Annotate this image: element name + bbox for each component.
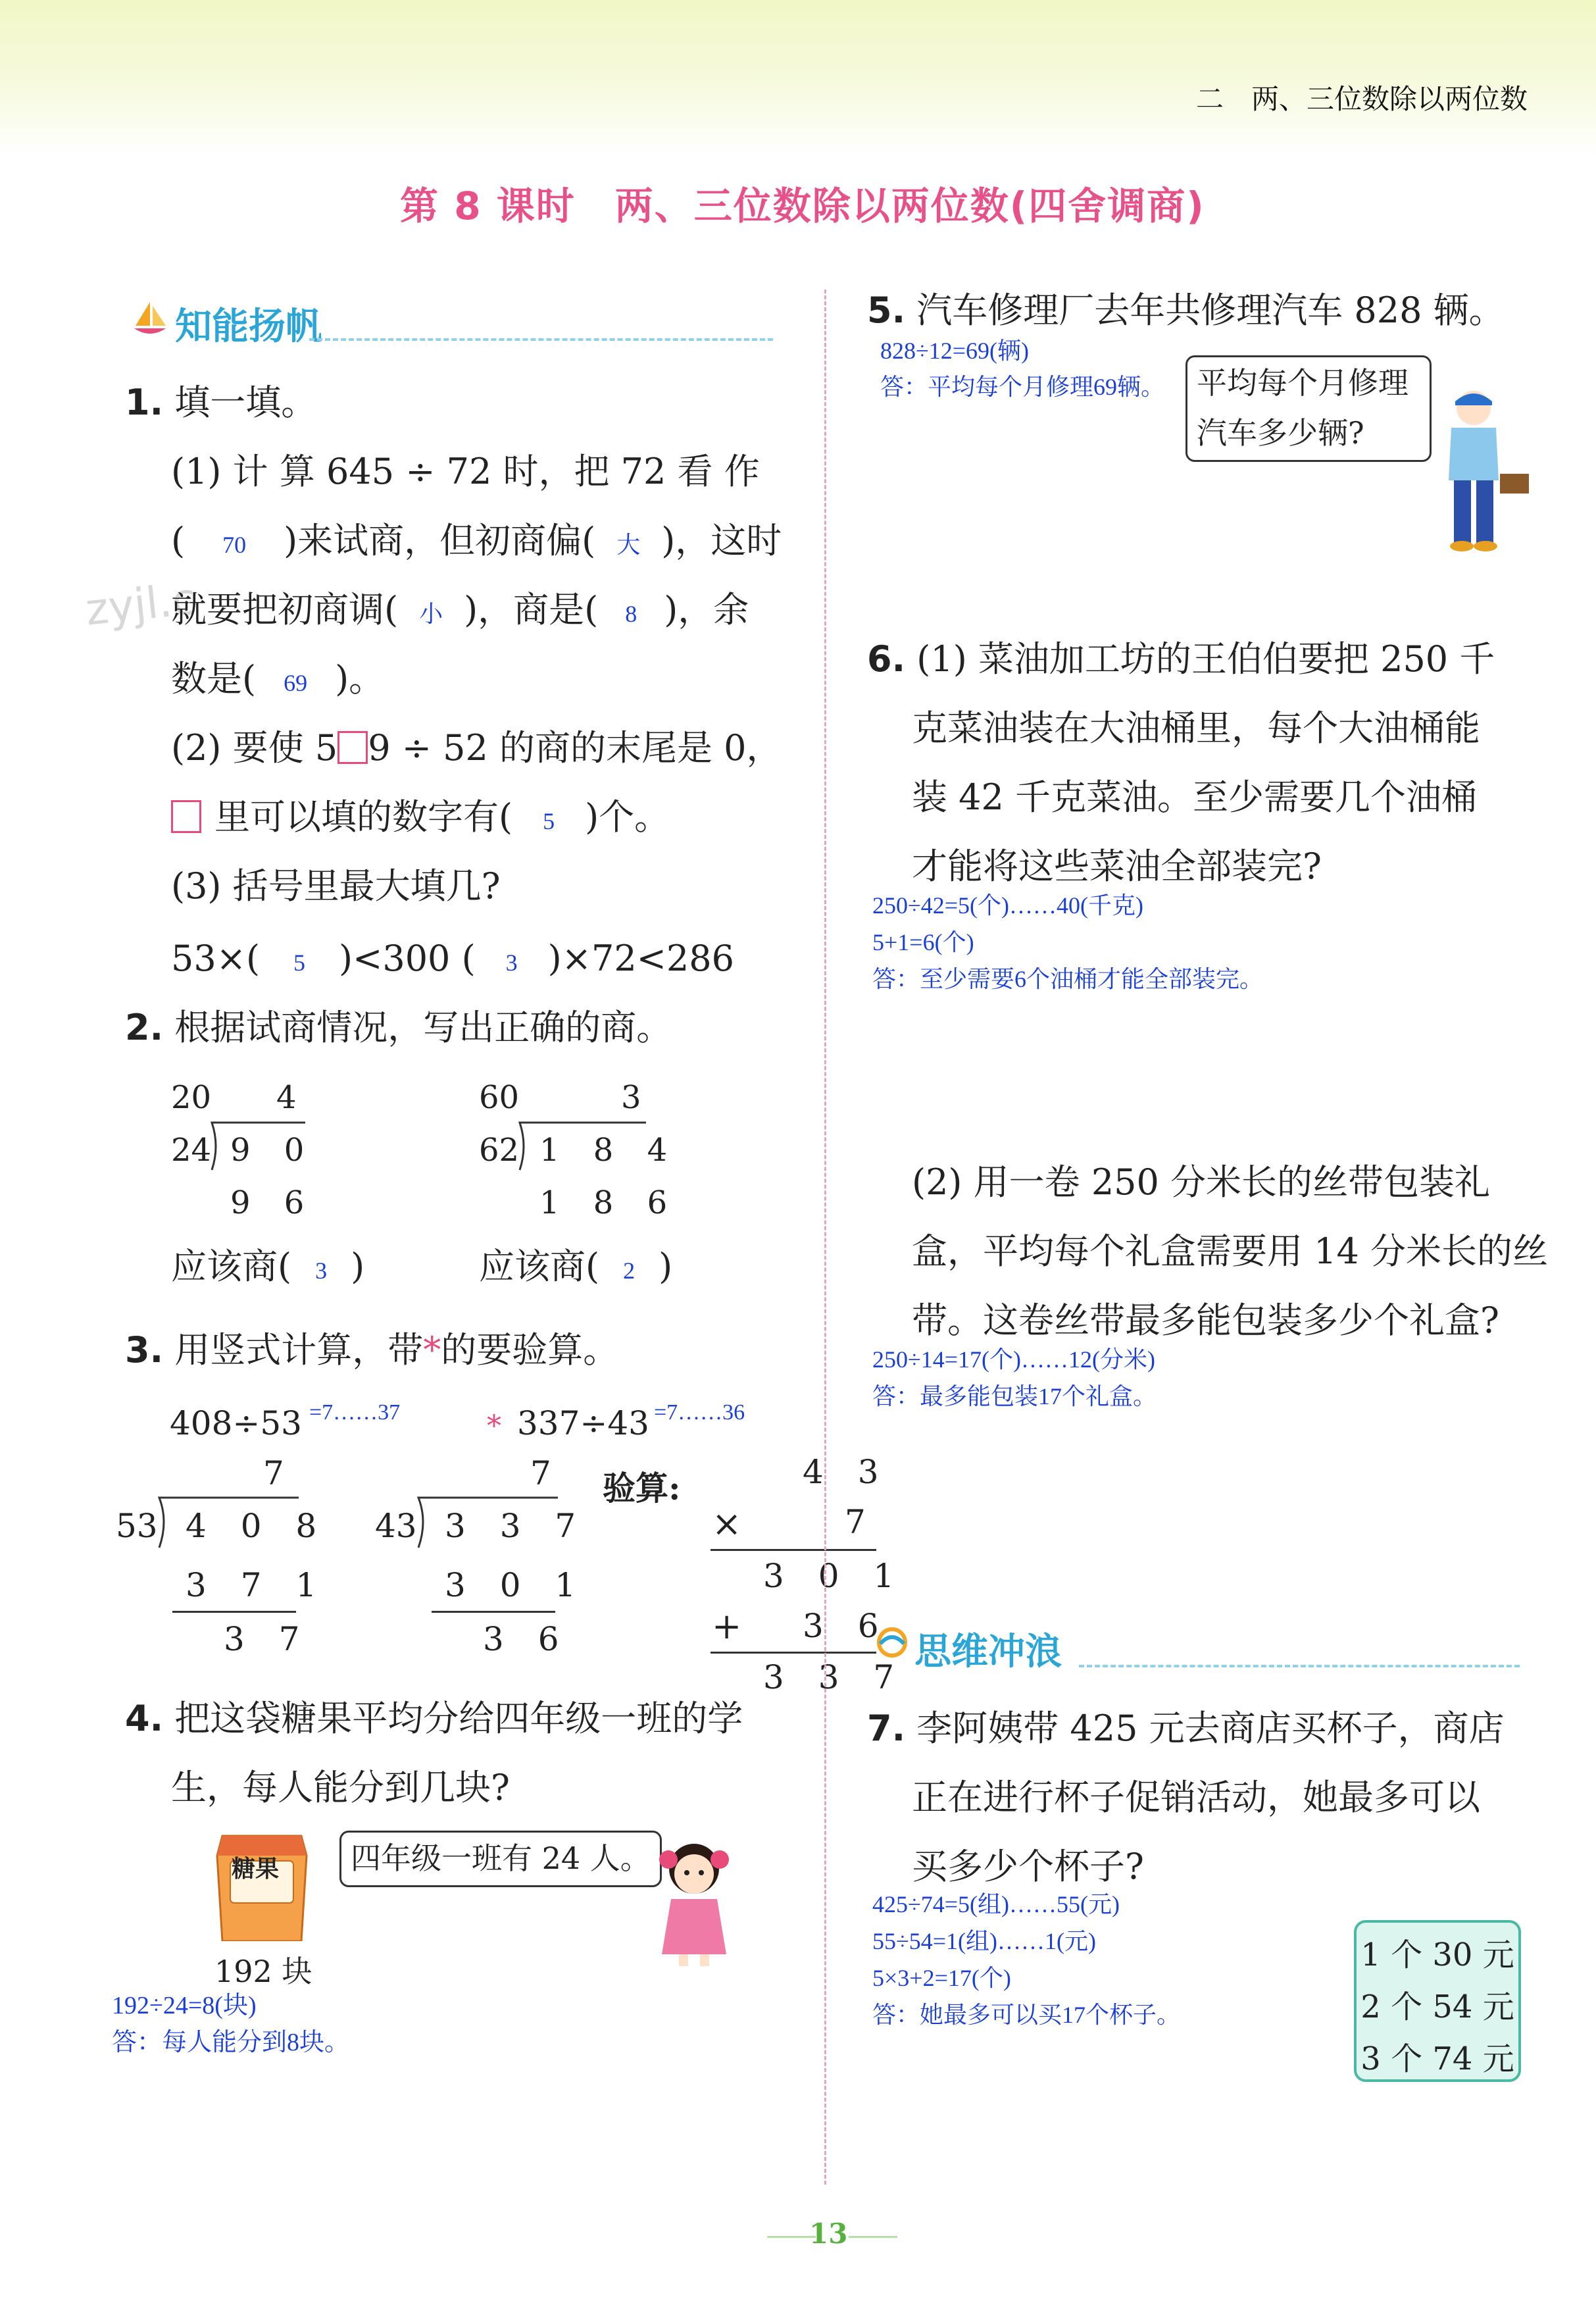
speech-bubble-class: 四年级一班有 24 人。 — [339, 1831, 662, 1887]
expr-2: 337÷43 — [517, 1404, 649, 1442]
text: 应该商( — [479, 1246, 600, 1287]
calc-line — [711, 1652, 876, 1654]
mechanic-icon — [1428, 388, 1533, 553]
verify-multiplier: 7 — [845, 1503, 878, 1541]
text: 里可以填的数字有( — [214, 796, 513, 838]
quotient-b: 3 — [621, 1079, 641, 1116]
quotient-a: 4 — [276, 1079, 297, 1116]
question-number: 6. — [867, 638, 906, 680]
should-quotient-b — [479, 1246, 673, 1287]
question-text: 李阿姨带 425 元去商店买杯子，商店 — [916, 1708, 1505, 1749]
question-text: 把这袋糖果平均分给四年级一班的学 — [174, 1698, 743, 1739]
answer-too-big: 大 — [616, 532, 641, 558]
section-divider-left — [309, 338, 773, 341]
answer-p3a: 5 — [293, 950, 306, 976]
answer-expr-1: =7……37 — [309, 1400, 401, 1425]
verify-label: 验算: — [603, 1469, 681, 1508]
q4-answer-text: 答：每人能分到8块。 — [112, 2029, 350, 2056]
text: 应该商( — [171, 1246, 292, 1287]
trial-quotient-b: 60 — [479, 1079, 520, 1116]
footer-line-left — [767, 2236, 816, 2238]
answer-try-divisor: 70 — [222, 532, 247, 558]
star-mark: * — [487, 1409, 501, 1443]
candy-bag-label: 糖果 — [232, 1856, 280, 1883]
q1-part1-line4 — [171, 658, 385, 699]
q6-p1-answer-2: 5+1=6(个) — [872, 929, 974, 955]
section-title-right: 思维冲浪 — [914, 1631, 1062, 1673]
text: )个。 — [585, 796, 670, 838]
q1-part3: (3) 括号里最大填几? — [171, 865, 501, 907]
text: )<300 ( — [339, 938, 476, 979]
speech-bubble-question — [1185, 355, 1432, 462]
answer-count: 5 — [543, 808, 555, 834]
c1-remainder: 3 7 — [224, 1620, 312, 1658]
question-number: 7. — [867, 1708, 906, 1749]
column-divider — [824, 290, 826, 2185]
q5-answer-calc: 828÷12=69(辆) — [880, 338, 1030, 364]
text: (2) 要使 5 — [171, 727, 338, 769]
price-row: 1 个 30 元 — [1360, 1937, 1514, 1973]
text: ) — [659, 1246, 673, 1287]
text: )来试商，但初商偏( — [284, 520, 596, 561]
verify-product: 3 0 1 — [763, 1557, 907, 1595]
should-quotient-a — [171, 1246, 365, 1287]
question-text: 根据试商情况，写出正确的商。 — [174, 1007, 672, 1048]
dividend-a: 9 0 — [230, 1132, 316, 1169]
question-number: 1. — [125, 382, 164, 423]
text: )。 — [335, 658, 385, 699]
text: 数是( — [171, 658, 257, 699]
q7-answer-4: 答：她最多可以买17个杯子。 — [872, 2002, 1181, 2028]
q6-part1-line2: 克菜油装在大油桶里，每个大油桶能 — [912, 707, 1480, 749]
watermark: zyjl.c — [83, 573, 199, 636]
c1-product: 3 7 1 — [186, 1566, 329, 1604]
verify-addend: 3 6 — [803, 1607, 891, 1645]
q6-p2-answer-1: 250÷14=17(个)……12(分米) — [872, 1346, 1156, 1373]
question-text: 用竖式计算，带 — [174, 1329, 424, 1371]
q7-answer-1: 425÷74=5(组)……55(元) — [872, 1891, 1120, 1917]
calc-line — [172, 1611, 296, 1613]
q6-p2-answer-2: 答：最多能包装17个礼盒。 — [872, 1383, 1157, 1409]
text: ) — [351, 1246, 365, 1287]
question-text: 填一填。 — [174, 382, 317, 423]
q6-part2-line2: 盒，平均每个礼盒需要用 14 分米长的丝 — [912, 1230, 1549, 1272]
star-mark: * — [423, 1329, 441, 1371]
answer-b: 2 — [623, 1257, 636, 1284]
question-5 — [867, 290, 1505, 331]
q1-part1-line2 — [171, 520, 782, 561]
calc-line — [432, 1611, 555, 1613]
c1-quotient: 7 — [263, 1454, 284, 1492]
answer-a: 3 — [315, 1257, 328, 1284]
lesson-title: 第 8 课时 两、三位数除以两位数(四舍调商) — [400, 184, 1205, 228]
wave-icon — [875, 1624, 908, 1661]
price-row: 2 个 54 元 — [1360, 1989, 1514, 2026]
q4-answer-calc: 192÷24=8(块) — [112, 1992, 257, 2019]
sailboat-icon — [132, 299, 168, 339]
question-7 — [867, 1708, 1505, 1749]
product-a: 9 6 — [230, 1184, 316, 1221]
text: 53×( — [171, 938, 261, 979]
q6-p1-answer-3: 答：至少需要6个油桶才能全部装完。 — [872, 966, 1264, 992]
girl-icon — [645, 1836, 743, 1967]
price-box — [1354, 1920, 1521, 2082]
verify-sum: 3 3 7 — [763, 1658, 907, 1696]
answer-expr-2: =7……36 — [654, 1400, 745, 1425]
c2-divisor: 43 — [375, 1507, 417, 1545]
blank-box — [171, 800, 201, 833]
divisor-b: 62 — [479, 1132, 520, 1169]
text: )，余 — [664, 589, 749, 630]
dividend-b: 1 8 4 — [539, 1132, 680, 1169]
q7-line2: 正在进行杯子促销活动，她最多可以 — [912, 1777, 1480, 1818]
q6-part1-line3: 装 42 千克菜油。至少需要几个油桶 — [912, 776, 1478, 818]
q1-part2-line2 — [171, 796, 670, 838]
text: 就要把初商调( — [171, 589, 399, 630]
times-sign: × — [712, 1503, 742, 1544]
q6-part2-line3: 带。这卷丝带最多能包装多少个礼盒? — [912, 1300, 1499, 1341]
product-b: 1 8 6 — [539, 1184, 680, 1221]
question-number: 5. — [867, 290, 906, 331]
text: 9 ÷ 52 的商的末尾是 0， — [368, 727, 782, 769]
answer-quotient: 8 — [625, 601, 637, 627]
answer-adjust-small: 小 — [419, 601, 443, 627]
answer-remainder: 69 — [284, 670, 308, 696]
q6-p1-answer-1: 250÷42=5(个)……40(千克) — [872, 892, 1144, 919]
question-number: 3. — [125, 1329, 164, 1371]
q6-part2-line1: (2) 用一卷 250 分米长的丝带包装礼 — [912, 1161, 1491, 1203]
q1-part3-inequalities — [171, 938, 734, 979]
q1-part1-line3 — [171, 589, 749, 630]
section-title-left: 知能扬帆 — [175, 305, 322, 348]
calc-line — [711, 1549, 876, 1551]
verify-top: 4 3 — [803, 1453, 891, 1491]
c1-dividend: 4 0 8 — [186, 1507, 329, 1545]
q7-answer-3: 5×3+2=17(个) — [872, 1965, 1011, 1991]
text: )×72<286 — [547, 938, 734, 979]
question-6 — [867, 638, 1495, 680]
trial-quotient-a: 20 — [171, 1079, 212, 1116]
q7-answer-2: 55÷54=1(组)……1(元) — [872, 1928, 1097, 1954]
c2-remainder: 3 6 — [483, 1620, 571, 1658]
page-number: 13 — [809, 2218, 848, 2250]
speech-line: 汽车多少辆? — [1197, 415, 1364, 451]
text: ( — [171, 520, 186, 561]
c2-product: 3 0 1 — [445, 1566, 588, 1604]
footer-line-right — [849, 2236, 897, 2238]
question-4-line2: 生，每人能分到几块? — [171, 1767, 510, 1808]
question-number: 2. — [125, 1007, 164, 1048]
candy-amount: 192 块 — [214, 1954, 312, 1989]
question-text: (1) 菜油加工坊的王伯伯要把 250 千 — [916, 638, 1495, 680]
price-row: 3 个 74 元 — [1360, 2041, 1514, 2078]
answer-p3b: 3 — [505, 950, 518, 976]
text: )，商是( — [464, 589, 599, 630]
question-text: 汽车修理厂去年共修理汽车 828 辆。 — [916, 290, 1505, 331]
chapter-label: 二 两、三位数除以两位数 — [1196, 83, 1528, 115]
q5-answer-text: 答：平均每个月修理69辆。 — [880, 374, 1165, 400]
plus-sign: + — [712, 1606, 742, 1647]
q1-part2-line1 — [171, 727, 782, 769]
section-divider-right — [1079, 1665, 1520, 1667]
c2-quotient: 7 — [530, 1454, 551, 1492]
q6-part1-line4: 才能将这些菜油全部装完? — [912, 846, 1322, 887]
question-4 — [125, 1698, 743, 1739]
q1-part1-line1: (1) 计 算 645 ÷ 72 时，把 72 看 作 — [171, 451, 760, 492]
question-2 — [125, 1007, 672, 1048]
blank-box — [337, 731, 368, 764]
divisor-a: 24 — [171, 1132, 212, 1169]
expr-1: 408÷53 — [170, 1404, 302, 1442]
speech-line: 平均每个月修理 — [1197, 365, 1409, 401]
c2-dividend: 3 3 7 — [445, 1507, 588, 1545]
question-number: 4. — [125, 1698, 164, 1739]
c1-divisor: 53 — [116, 1507, 158, 1545]
question-text: 的要验算。 — [441, 1329, 619, 1371]
question-3 — [125, 1329, 619, 1371]
text: )，这时 — [661, 520, 782, 561]
candy-bag-icon — [209, 1829, 314, 1941]
question-1 — [125, 382, 317, 423]
q7-line3: 买多少个杯子? — [912, 1846, 1144, 1887]
